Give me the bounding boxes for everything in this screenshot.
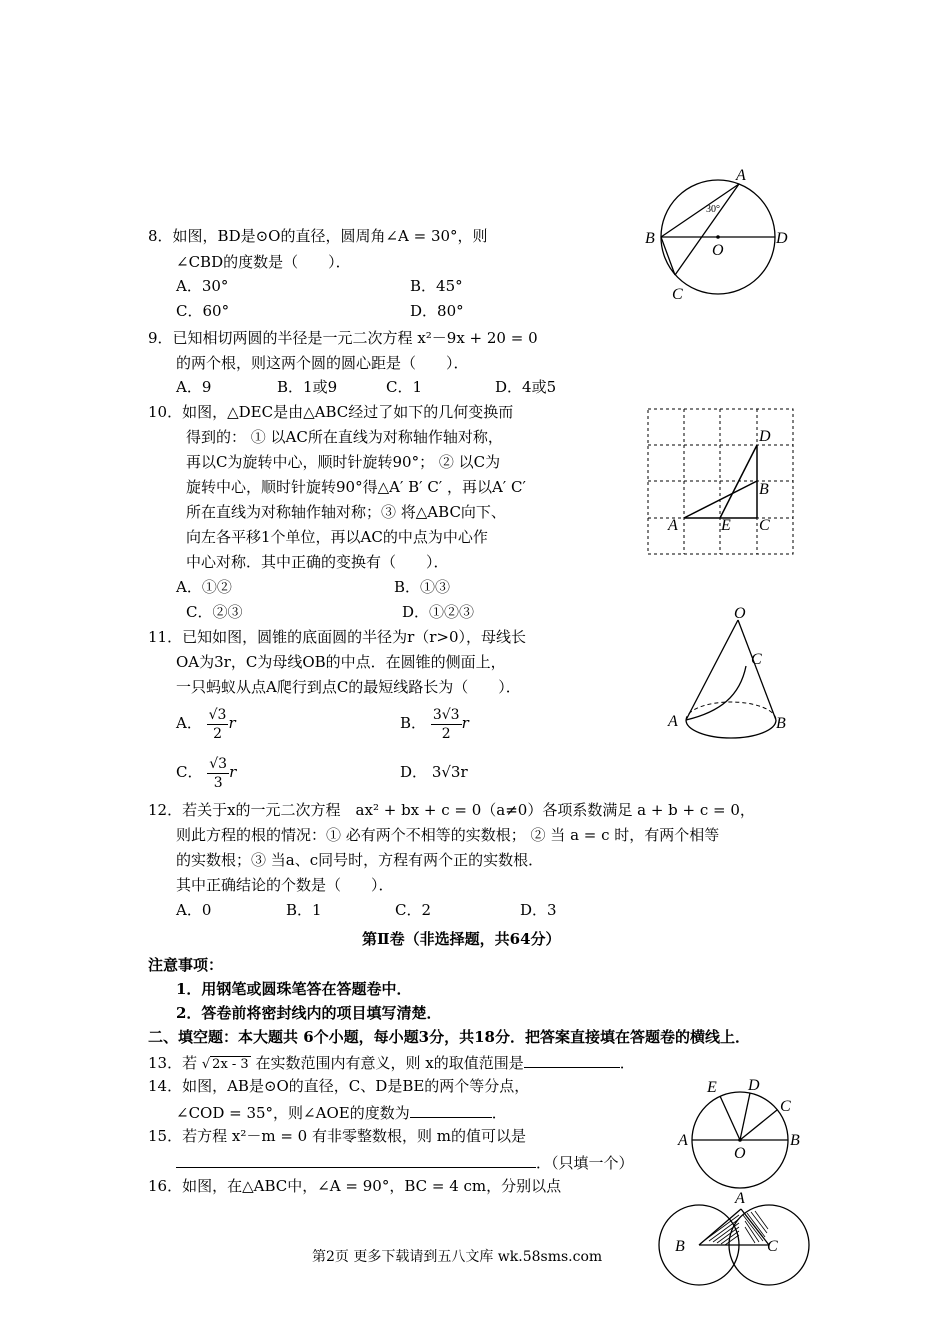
q12-line2: 则此方程的根的情况：① 必有两个不相等的实数根； ② 当 a = c 时，有两个相等	[176, 826, 720, 844]
q10-label-b: B	[759, 481, 769, 498]
q15-line2: ．（只填一个）	[176, 1151, 634, 1173]
q11-option-c: C． $\frac{√3}{3}$ r	[176, 755, 237, 791]
q9-line2: 的两个根，则这两个圆的圆心距是（ ）．	[176, 354, 469, 372]
q12-option-d: D．3	[520, 901, 557, 919]
q11-label-a: A	[668, 713, 678, 730]
q14-label-d: D	[748, 1077, 760, 1094]
q10-grid-figure	[640, 403, 800, 559]
q10-line4: 旋转中心，顺时针旋转90°得△A′ B′ C′ ，再以A′ C′	[186, 478, 526, 496]
q10-label-e: E	[721, 517, 731, 534]
q12-line3: 的实数根；③ 当a、c同号时，方程有两个正的实数根．	[176, 851, 544, 869]
q16-label-a: A	[735, 1190, 745, 1207]
q14-label-o: O	[734, 1145, 746, 1162]
q10-line6: 向左各平移1个单位，再以AC的中点为中心作	[186, 528, 488, 546]
q14-label-b: B	[790, 1132, 800, 1149]
q10-label-a: A	[668, 517, 678, 534]
q14-circle-figure	[670, 1070, 810, 1195]
q8-line1: 8．如图，BD是⊙O的直径，圆周角∠A = 30°，则	[148, 227, 488, 245]
page-footer: 第2页 更多下载请到五八文库 wk.58sms.com	[312, 1249, 603, 1265]
q11-line2: OA为3r，C为母线OB的中点．在圆锥的侧面上，	[176, 653, 506, 671]
q11-option-d: D． 3√3r	[400, 763, 468, 781]
q11-option-a: A． $\frac{√3}{2}$ r	[176, 706, 236, 742]
q11-cone-figure	[660, 600, 800, 760]
q8-circle-figure	[640, 165, 800, 305]
q14-label-c: C	[780, 1098, 791, 1115]
q9-option-d: D．4或5	[495, 378, 557, 396]
q8-option-d: D．80°	[410, 302, 464, 320]
q8-label-c: C	[672, 286, 683, 303]
q12-line1: 12．若关于x的一元二次方程 ax² + bx + c = 0（a≠0）各项系数满足 a + b + c = 0，	[148, 801, 755, 819]
section-heading: 二、填空题：本大题共 6个小题，每小题3分，共18分．把答案直接填在答题卷的横线上．	[148, 1028, 750, 1046]
q9-option-a: A．9	[176, 378, 212, 396]
q9-option-b: B．1或9	[277, 378, 338, 396]
q13-answer-blank[interactable]	[524, 1051, 620, 1068]
q10-option-b: B．①③	[394, 578, 451, 596]
q14-label-e: E	[707, 1079, 717, 1096]
q8-label-o: O	[712, 242, 724, 259]
q10-line2: 得到的： ① 以AC所在直线为对称轴作轴对称，	[186, 428, 503, 446]
q10-line7: 中心对称．其中正确的变换有（ ）．	[186, 553, 449, 571]
q16-label-c: C	[767, 1238, 778, 1255]
q15-answer-blank[interactable]	[176, 1151, 536, 1168]
q14-line1: 14．如图，AB是⊙O的直径，C、D是BE的两个等分点，	[148, 1077, 530, 1095]
note-2: 2．答卷前将密封线内的项目填写清楚．	[176, 1004, 442, 1022]
q10-option-a: A．①②	[176, 578, 232, 596]
q12-option-a: A．0	[176, 901, 212, 919]
q10-option-c: C．②③	[186, 603, 243, 621]
q11-line3: 一只蚂蚁从点A爬行到点C的最短线路长为（ ）．	[176, 678, 521, 696]
q16-circles-figure	[655, 1185, 815, 1295]
q14-label-a: A	[678, 1132, 688, 1149]
q14-answer-blank[interactable]	[410, 1101, 492, 1118]
q8-option-c: C．60°	[176, 302, 230, 320]
q10-option-d: D．①②③	[402, 603, 475, 621]
q8-label-a: A	[736, 167, 746, 184]
q12-option-b: B．1	[286, 901, 322, 919]
q8-label-d: D	[776, 230, 788, 247]
q10-line5: 所在直线为对称轴作轴对称；③ 将△ABC向下、	[186, 503, 506, 521]
q11-line1: 11．已知如图，圆锥的底面圆的半径为r（r>0），母线长	[148, 628, 527, 646]
q8-option-b: B．45°	[410, 277, 463, 295]
q14-line2: ∠COD = 35°，则∠AOE的度数为 ．	[176, 1101, 507, 1123]
q10-label-d: D	[759, 428, 771, 445]
q10-line1: 10．如图，△DEC是由△ABC经过了如下的几何变换而	[148, 403, 514, 421]
q11-label-b: B	[776, 715, 786, 732]
q9-option-c: C．1	[386, 378, 423, 396]
q11-option-b: B． $\frac{3√3}{2}$ r	[400, 706, 469, 742]
q8-label-b: B	[645, 230, 655, 247]
q11-label-o: O	[734, 605, 746, 622]
note-1: 1．用钢笔或圆珠笔答在答题卷中．	[176, 980, 412, 998]
q9-line1: 9．已知相切两圆的半径是一元二次方程 x²－9x + 20 = 0	[148, 329, 538, 347]
q8-label-angle: 30°	[706, 204, 720, 215]
q16-line1: 16．如图，在△ABC中，∠A = 90°，BC = 4 cm，分别以点	[148, 1177, 562, 1195]
q8-line2: ∠CBD的度数是（ ）．	[176, 253, 351, 271]
part2-title: 第Ⅱ卷（非选择题，共64分）	[362, 930, 561, 948]
notes-title: 注意事项：	[148, 956, 224, 974]
q10-line3: 再以C为旋转中心，顺时针旋转90°； ② 以C为	[186, 453, 501, 471]
q15-line1: 15．若方程 x²－m = 0 有非零整数根，则 m的值可以是	[148, 1127, 526, 1145]
q13-line: 13．若 √ 2x - 3 在实数范围内有意义，则 x的取值范围是 ．	[148, 1051, 635, 1075]
q12-option-c: C．2	[395, 901, 432, 919]
q10-label-c: C	[759, 517, 770, 534]
q8-option-a: A．30°	[176, 277, 229, 295]
q12-line4: 其中正确结论的个数是（ ）．	[176, 876, 394, 894]
q11-label-c: C	[751, 651, 762, 668]
q16-label-b: B	[675, 1238, 685, 1255]
